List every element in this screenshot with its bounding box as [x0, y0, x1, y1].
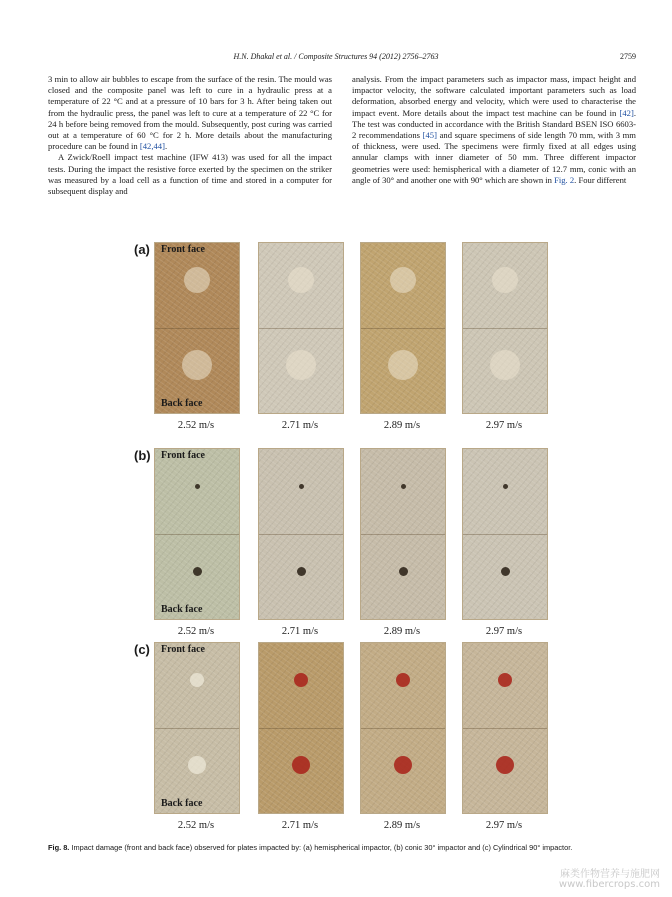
photo-seam — [463, 534, 547, 535]
paragraph-text: 3 min to allow air bubbles to escape from the surface of the resin. The mould was closed and the composite panel was left to cure in a hydraulic press at a temperature of 22 °C and at a pressure of 10 bars for 3 h. After being taken out from the hydraulic press, the panel was left to cure at a temperature of 22 °C for 24 h before being removed from the mould. Subsequently, post curing was carried out at a temperature of 60 °C for 2 h. More details about the manufacturing procedure can be found in — [48, 74, 332, 152]
watermark-line-2: www.fibercrops.com — [558, 879, 660, 890]
specimen-photo — [154, 642, 240, 814]
photo-seam — [463, 728, 547, 729]
front-impact-mark — [396, 673, 410, 687]
front-impact-mark — [288, 267, 314, 293]
front-impact-mark — [492, 267, 518, 293]
citation-link[interactable]: [42,44] — [139, 141, 165, 152]
impact-velocity-label: 2.97 m/s — [485, 820, 523, 831]
figure-link[interactable]: Fig. 2 — [554, 174, 575, 185]
back-face-label: Back face — [161, 604, 203, 615]
impact-velocity-label: 2.89 m/s — [383, 420, 421, 431]
back-impact-mark — [496, 756, 514, 774]
paragraph-text: and square specimens of side length 70 mm, with 3 mm of thickness, were used. The specimens were firmly fixed at all edges using annular clamps with inner diameter of 50 mm. Three different impactor geometries were used: hemispherical with a diameter of 12.7 mm, conic with an angle of 30° and another one with 90° which are shown in — [352, 130, 636, 185]
figure-caption — [48, 843, 648, 852]
back-impact-mark — [394, 756, 412, 774]
back-face-label: Back face — [161, 798, 203, 809]
photo-seam — [361, 534, 445, 535]
back-impact-mark — [297, 567, 306, 576]
back-impact-mark — [182, 350, 212, 380]
front-impact-mark — [184, 267, 210, 293]
impact-velocity-label: 2.71 m/s — [281, 420, 319, 431]
front-impact-mark — [195, 484, 200, 489]
back-impact-mark — [188, 756, 206, 774]
specimen-photo — [154, 242, 240, 414]
paragraph-text: . — [164, 141, 168, 152]
impact-velocity-label: 2.97 m/s — [485, 626, 523, 637]
specimen-photo — [154, 448, 240, 620]
specimen-photo — [258, 642, 344, 814]
front-face-label: Front face — [161, 244, 205, 255]
photo-seam — [361, 728, 445, 729]
impact-velocity-label: 2.52 m/s — [177, 626, 215, 637]
specimen-photo — [462, 642, 548, 814]
paragraph-text: analysis. From the impact parameters such as impactor mass, impact height and impactor velocity, the software calculated important parameters such as load deformation, absorbed energy and velocity, which were used to characterise the impact event. More details about the impact test machine can be found in — [352, 74, 636, 118]
paragraph: A Zwick/Roell impact test machine (IFW 413) was used for all the impact tests. During the impact the resistive force exerted by the specimen on the striker was measured by a load cell as a function of time and stored in a computer for subsequent display and — [48, 152, 332, 197]
impact-velocity-label: 2.52 m/s — [177, 820, 215, 831]
watermark-line-1: 麻类作物营养与施肥网 — [560, 869, 660, 880]
photo-seam — [361, 328, 445, 329]
panel-label: (b) — [134, 448, 151, 463]
photo-seam — [259, 728, 343, 729]
back-face-label: Back face — [161, 398, 203, 409]
front-impact-mark — [294, 673, 308, 687]
specimen-photo — [360, 448, 446, 620]
citation-link[interactable]: [42] — [619, 107, 634, 118]
photo-seam — [259, 534, 343, 535]
back-impact-mark — [399, 567, 408, 576]
photo-seam — [463, 328, 547, 329]
front-impact-mark — [498, 673, 512, 687]
front-impact-mark — [390, 267, 416, 293]
impact-velocity-label: 2.97 m/s — [485, 420, 523, 431]
citation-link[interactable]: [45] — [422, 130, 437, 141]
back-impact-mark — [490, 350, 520, 380]
caption-label: Fig. 8. — [48, 843, 70, 852]
back-impact-mark — [388, 350, 418, 380]
back-impact-mark — [286, 350, 316, 380]
page-number: 2759 — [620, 52, 636, 61]
front-face-label: Front face — [161, 644, 205, 655]
impact-velocity-label: 2.71 m/s — [281, 626, 319, 637]
journal-citation: H.N. Dhakal et al. / Composite Structures 94 (2012) 2756–2763 — [233, 52, 439, 61]
impact-velocity-label: 2.89 m/s — [383, 626, 421, 637]
specimen-photo — [360, 642, 446, 814]
panel-label: (c) — [134, 642, 150, 657]
panel-label: (a) — [134, 242, 150, 257]
specimen-photo — [462, 242, 548, 414]
specimen-photo — [258, 448, 344, 620]
back-impact-mark — [292, 756, 310, 774]
front-impact-mark — [503, 484, 508, 489]
impact-velocity-label: 2.71 m/s — [281, 820, 319, 831]
paragraph-text: . The test was conducted in accordance with the British Standard BSEN ISO 6603-2 recommendations — [352, 107, 636, 141]
front-face-label: Front face — [161, 450, 205, 461]
paragraph-text: . Four different — [574, 174, 627, 185]
specimen-photo — [360, 242, 446, 414]
photo-seam — [259, 328, 343, 329]
impact-velocity-label: 2.89 m/s — [383, 820, 421, 831]
back-impact-mark — [501, 567, 510, 576]
photo-seam — [155, 328, 239, 329]
photo-seam — [155, 534, 239, 535]
impact-velocity-label: 2.52 m/s — [177, 420, 215, 431]
photo-seam — [155, 728, 239, 729]
specimen-photo — [258, 242, 344, 414]
front-impact-mark — [190, 673, 204, 687]
back-impact-mark — [193, 567, 202, 576]
front-impact-mark — [401, 484, 406, 489]
front-impact-mark — [299, 484, 304, 489]
caption-text: Impact damage (front and back face) observed for plates impacted by: (a) hemispherical impactor, (b) conic 30° impactor and (c) Cylindrical 90° impactor. — [71, 843, 573, 852]
specimen-photo — [462, 448, 548, 620]
